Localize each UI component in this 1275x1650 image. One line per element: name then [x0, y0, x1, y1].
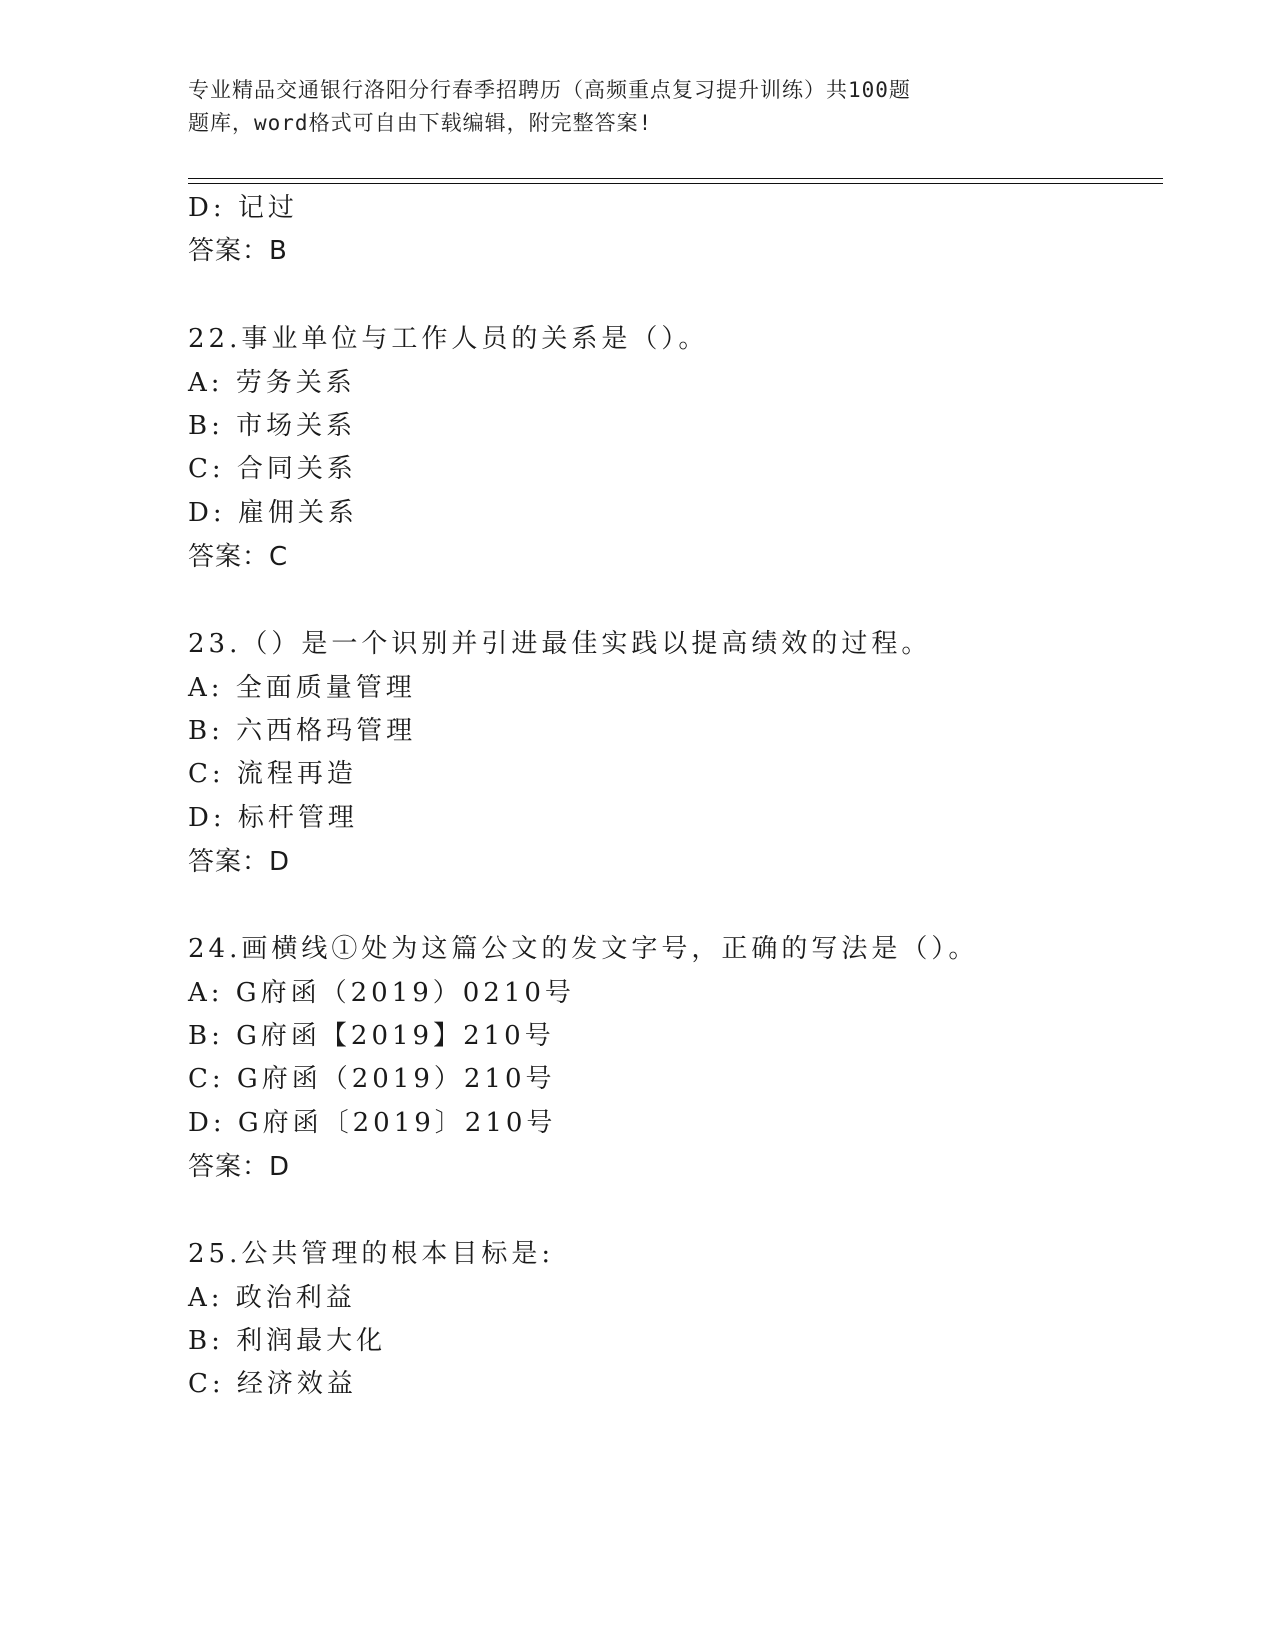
- q25-option-c: C: 经济效益: [188, 1369, 357, 1399]
- q23-answer: 答案：D: [188, 847, 291, 877]
- q22-option-b: B: 市场关系: [188, 411, 357, 441]
- header-rule-top: [188, 178, 1163, 179]
- q23-option-d: D: 标杆管理: [188, 803, 358, 833]
- q24-answer: 答案：D: [188, 1152, 291, 1182]
- document-header: [188, 74, 1018, 140]
- q24-option-a: A: G府函（2019）0210号: [188, 978, 575, 1008]
- q24-option-b: B: G府函【2019】210号: [188, 1021, 555, 1051]
- q23-question: 23.（）是一个识别并引进最佳实践以提高绩效的过程。: [188, 629, 932, 659]
- q24-option-c: C: G府函（2019）210号: [188, 1064, 556, 1094]
- q22-option-c: C: 合同关系: [188, 454, 357, 484]
- q23-option-a: A: 全面质量管理: [188, 673, 416, 703]
- q21-answer: 答案：B: [188, 236, 288, 266]
- q21-option-d: D: 记过: [188, 193, 298, 223]
- q24-question: 24.画横线①处为这篇公文的发文字号，正确的写法是（）。: [188, 934, 979, 964]
- q23-option-b: B: 六西格玛管理: [188, 716, 417, 746]
- q22-option-a: A: 劳务关系: [188, 368, 356, 398]
- header-line-1: 专业精品交通银行洛阳分行春季招聘历（高频重点复习提升训练）共100题: [188, 78, 911, 102]
- q25-option-a: A: 政治利益: [188, 1283, 356, 1313]
- q22-question: 22.事业单位与工作人员的关系是（）。: [188, 324, 709, 354]
- q24-option-d: D: G府函〔2019〕210号: [188, 1108, 557, 1138]
- q25-option-b: B: 利润最大化: [188, 1326, 387, 1356]
- q25-question: 25.公共管理的根本目标是:: [188, 1239, 555, 1269]
- header-line-2: 题库，word格式可自由下载编辑，附完整答案!: [188, 111, 653, 135]
- q22-answer: 答案：C: [188, 542, 289, 572]
- q22-option-d: D: 雇佣关系: [188, 498, 358, 528]
- q23-option-c: C: 流程再造: [188, 759, 357, 789]
- header-rule-bottom: [188, 183, 1163, 184]
